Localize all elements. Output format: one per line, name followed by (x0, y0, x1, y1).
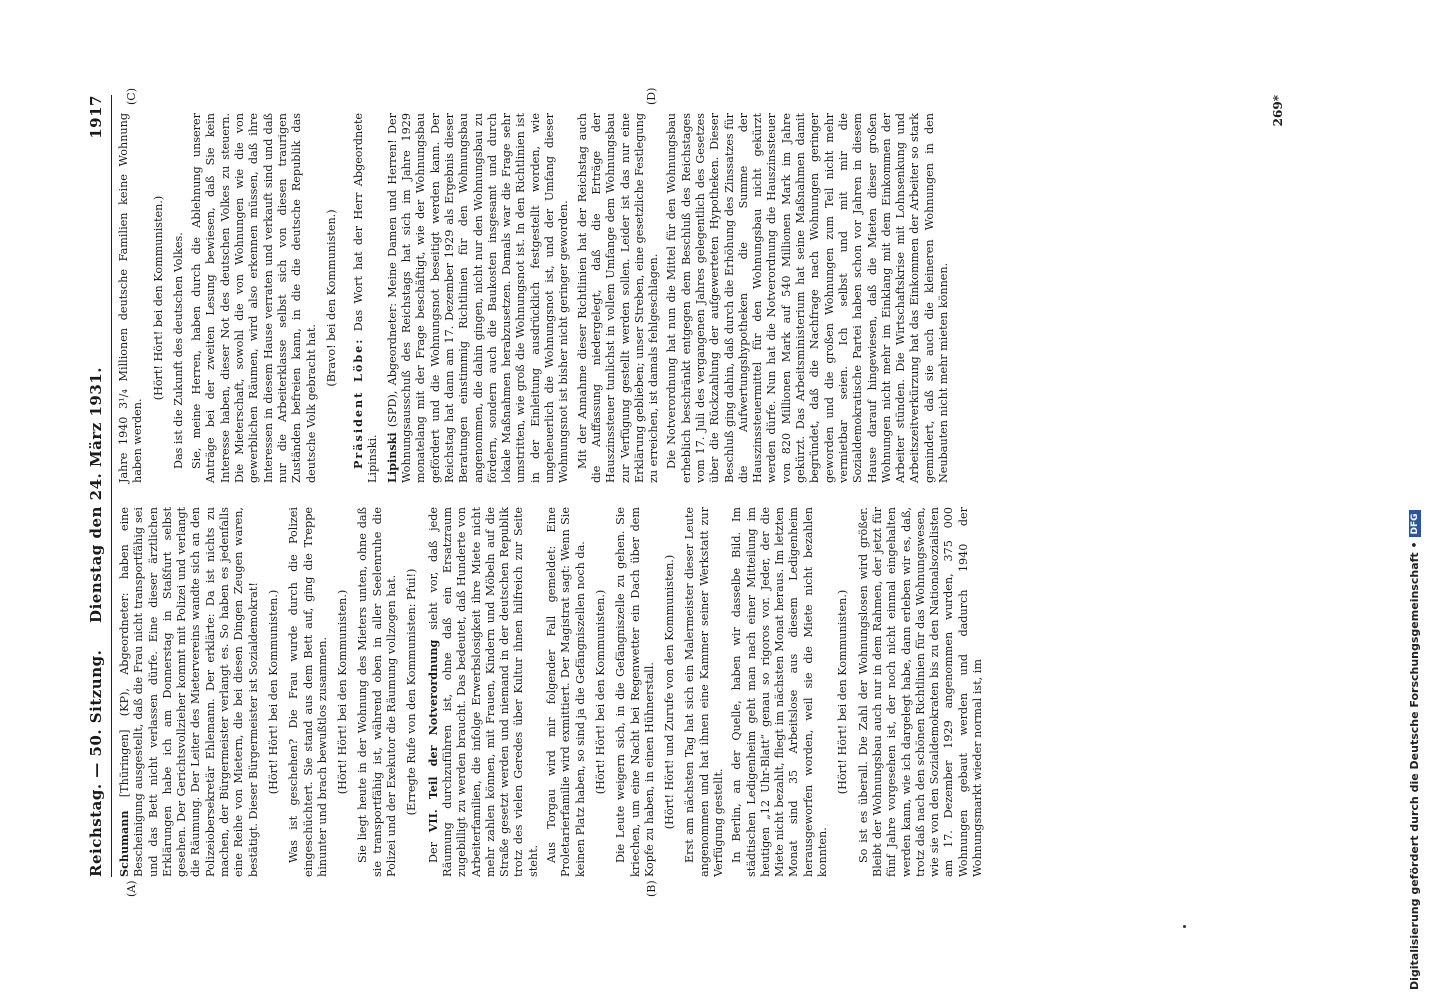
paragraph-text: Erst am nächsten Tag hat sich ein Malermeister dieser Leute angenommen und hat ihnen eine Kammer seiner Werkstatt zur Verfügung gestellt. (683, 507, 725, 877)
interjection: (Hört! Hört! bei den Kommunisten.) (151, 195, 165, 401)
interjection: (Hört! Hört! bei den Kommunisten.) (836, 589, 850, 795)
paragraph (576, 113, 662, 483)
paragraph (683, 507, 726, 877)
right-column (117, 113, 955, 483)
emphasis: VII. Teil der Notverordnung (425, 639, 440, 833)
paragraph (172, 113, 186, 483)
interjection: (Hört! Hört! bei den Kommunisten.) (336, 589, 350, 795)
paragraph-text: So ist es überall. Die Zahl der Wohnungslosen wird größer. Bleibt der Wohnungsbau auch nur in dem Rahmen, der jetzt für fünf Jahre vorgesehen ist, der noch nicht einmal eingehalten werden kann, wie ich dargelegt habe, dann erleben wir es, daß, trotz daß nach den schönen Richtlinien für das Wohnungswesen, wie sie von den Sozialdemokraten bis zu den Nationalsozialisten am 17. Dezember 1929 angenommen wurden, 375 000 Wohnungen gebaut werden und dadurch 1940 der Wohnungsmarkt wieder normal ist, im (856, 507, 985, 877)
dfg-sidebar (1400, 10, 1430, 990)
paragraph-text: Sie liegt heute in der Wohnung des Mieters unten, ohne daß sie transportfähig ist, während oben in aller Seelenruhe die Polizei und der Exekutor die Räumung vollzogen hat. (356, 507, 399, 877)
dfg-logo-badge: DFG (1409, 510, 1421, 537)
scan-speck (1183, 925, 1186, 928)
paragraph-text: [Thüringen] (KP), Abgeordneter: haben eine Bescheinigung ausgestellt, daß die Frau nicht transportfähig sei und das Bett nicht verlassen dürfe. Eine dieser ärztlichen Erklärungen habe ich am Donnerstag in Staßfurt selbst gesehen. Der Gerichtsvollzieher kommt mit Polizei und verlangt die Räumung. Der Leiter des Mietervereins wandte sich an den Polizeiobersekretär Ehlemann. Der erklärte: Da ist nichts zu machen, der Bürgermeister verlangt es. So haben es jedenfalls eine Reihe von Mietern, die bei diesen Dingen Zeugen waren, bestätigt. Dieser Bürgermeister ist Sozialdemokrat! (118, 507, 260, 877)
paragraph-text: Was ist geschehen? Die Frau wurde durch die Polizei eingeschüchtert. Sie stand aus dem Bett auf, ging die Treppe hinunter und brach bewußtlos zusammen. (287, 507, 329, 877)
paragraph-text: Sie, meine Herren, haben durch die Ablehnung unserer Anträge bei der zweiten Lesung bewiesen, daß Sie kein Interesse haben, dieser Not des deutschen Volkes zu steuern. Die Mieterschaft, sowohl die von Wohnungen wie die von gewerblichen Räumen, wird also erkennen müssen, daß ihre Interessen in diesem Hause verraten und verkauft sind und daß nur die Arbeiterklasse selbst sich von diesen traurigen Zuständen befreien kann, in die die deutsche Republik das deutsche Volk gebracht hat. (190, 113, 318, 483)
speaker-name: Schumann (117, 810, 131, 877)
paragraph (356, 507, 399, 877)
printer-signature: 269* (1271, 95, 1285, 127)
paragraph-text: Mit der Annahme dieser Richtlinien hat der Reichstag auch die Auffassung niedergelegt, daß die Erträge der Hauszinssteuer tunlichst in vollem Umfange dem Wohnungsbau zur Verfügung gestellt werden sollen. Leider ist das nur eine Erklärung geblieben; unser Streben, eine gesetzliche Festlegung zu erreichen, ist damals fehlgeschlagen. (575, 113, 661, 483)
paragraph-text: Das Wort hat der Herr Abgeordnete Lipinski. (352, 113, 380, 483)
interjection: (Erregte Rufe von den Kommunisten: Pfui!) (405, 568, 419, 816)
paragraph (426, 507, 541, 877)
speaker-name: Präsident Löbe: (351, 337, 366, 469)
paragraph-text: sieht vor, daß jede Räumung durchzuführen ist, ohne daß ein Ersatzraum zugebilligt zu werden braucht. Das bedeutet, daß Hunderte von Arbeiterfamilien, die infolge Erwerbslosigkeit ihre Miete nicht mehr zahlen können, mit Frauen, Kindern und Möbeln auf die Straße gesetzt werden und niemand in der deutschen Republik trotz des vielen Geredes über Kultur ihnen hilfreich zur Seite steht. (426, 507, 540, 877)
paragraph (287, 507, 330, 877)
page-header (85, 95, 109, 895)
header-session: Reichstag. — 50. Sitzung. (87, 649, 105, 877)
header-page-number: 1917 (87, 95, 105, 139)
paragraph-text: (SPD), Abgeordneter: Meine Damen und Herren! Der Wohnungsausschuß des Reichstags hat sich im Jahre 1929 monatelang mit der Frage beschäftigt, wie der Wohnungsbau gefördert und die Wohnungsnot beseitigt werden kann. Der Reichstag hat dann am 17. Dezember 1929 als Ergebnis dieser Beratungen einstimmig Richtlinien für den Wohnungsbau angenommen, die dahin gingen, nicht nur den Wohnungsbau zu fördern, sondern auch die Baukosten insgesamt und durch lokale Maßnahmen herabzusetzen. Damals war die Frage sehr umstritten, wie groß die Wohnungsnot ist. In den Richtlinien ist in der Einleitung ausdrücklich festgestellt worden, wie ungeheuerlich die Wohnungsnot ist, und der Umfang dieser Wohnungsnot ist bisher nicht geringer geworden. (385, 113, 571, 483)
header-date: Dienstag den 24. März 1931. (87, 367, 105, 623)
paragraph (665, 113, 951, 483)
paragraph-text: In Berlin, an der Quelle, haben wir dasselbe Bild. Im städtischen Ledigenheim geht man nach einer Mitteilung im heutigen „12 Uhr-Blatt“ genau so rigoros vor. Jeder, der die Miete nicht bezahlt, fliegt im nächsten Monat heraus. Im letzten Monat sind 35 Arbeitslose aus diesem Ledigenheim herausgeworfen worden, weil sie die Miete nicht bezahlen konnten. (730, 507, 830, 877)
paragraph (545, 507, 588, 877)
rotated-page-content (85, 87, 1285, 897)
dfg-funding-text: Digitalisierung gefördert durch die Deutsche Forschungsgemeinschaft • (1408, 541, 1421, 990)
paragraph (385, 113, 572, 483)
paragraph (857, 507, 986, 877)
interjection: (Bravo! bei den Kommunisten.) (324, 209, 338, 387)
paragraph (190, 113, 319, 483)
paragraph: Jahre 1940 3¹/₄ Millionen deutsche Familien keine Wohnung haben werden. (117, 113, 145, 483)
interjection: (Hört! Hört! bei den Kommunisten.) (266, 589, 280, 795)
paragraph-text: Aus Torgau wird mir folgender Fall gemeldet: Eine Proletarierfamilie wird exmittiert. Der Magistrat sagt: Wenn Sie keinen Platz haben, so sind ja die Gefängniszellen noch da. (545, 507, 587, 877)
left-column (117, 507, 989, 877)
margin-marker-c: (C) (125, 88, 138, 105)
speaker-name: Lipinski (384, 432, 399, 483)
header-rule (111, 95, 112, 877)
margin-marker-a: (A) (125, 880, 138, 897)
paragraph (117, 507, 261, 877)
margin-marker-b: (B) (645, 880, 658, 897)
interjection: (Hört! Hört! bei den Kommunisten.) (593, 589, 607, 795)
paragraph-text: Die Leute weigern sich, in die Gefängniszelle zu gehen. Sie kriechen, um eine Nacht bei Regenwetter ein Dach über dem Kopfe zu haben, in einen Hühnerstall. (614, 507, 656, 877)
paragraph-text: Die Notverordnung hat nun die Mittel für den Wohnungsbau erheblich beschränkt entgegen dem Beschluß des Reichstages vom 17. Juli des vergangenen Jahres gelegentlich des Gesetzes über die Rückzahlung der aufgewerteten Hypotheken. Dieser Beschluß ging dahin, daß durch die Erhöhung des Zinssatzes für die Aufwertungshypotheken die Summe der Hauszinssteuermittel für den Wohnungsbau nicht gekürzt werden dürfe. Nun hat die Notverordnung die Hauszinssteuer von 820 Millionen Mark auf 540 Millionen Mark im Jahre gekürzt. Das Arbeitsministerium hat seine Maßnahmen damit begründet, daß die Nachfrage nach Wohnungen geringer geworden und die großen Wohnungen zum Teil nicht mehr vermietbar seien. Ich selbst und mit mir die Sozialdemokratische Partei haben schon vor Jahren in diesem Hause darauf hingewiesen, daß die Mieten dieser großen Wohnungen nicht mehr im Einklang mit dem Einkommen der Arbeiter stünden. Die Wirtschaftskrise mit Lohnsenkung und Arbeitszeitverkürzung hat das Einkommen der Arbeiter so stark gemindert, daß sie auch die kleineren Wohnungen in den Neubauten nicht mehr mieten können. (665, 113, 951, 483)
president-announcement (351, 113, 381, 483)
paragraph (614, 507, 657, 877)
margin-marker-d: (D) (645, 87, 658, 105)
interjection: (Hört! Hört! und Zurufe von den Kommunisten.) (663, 554, 677, 830)
dfg-funding-note (1400, 10, 1430, 990)
article: Der (426, 832, 440, 863)
paragraph (730, 507, 830, 877)
paragraph-text: Das ist die Zukunft des deutschen Volkes. (171, 232, 185, 469)
